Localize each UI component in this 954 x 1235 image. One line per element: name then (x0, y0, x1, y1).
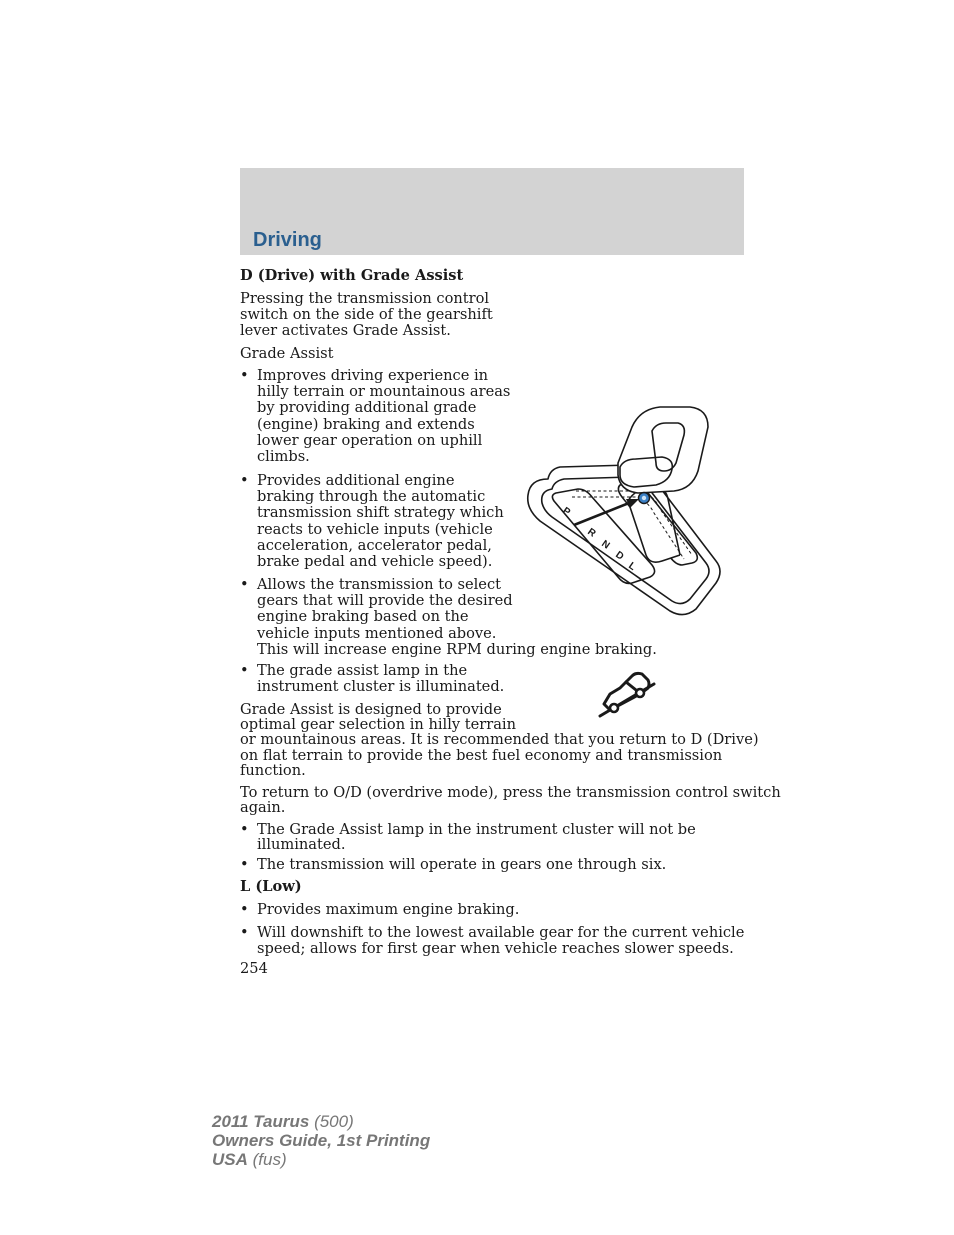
gear-label-l: L (626, 560, 638, 573)
bullet-marker: • (240, 901, 249, 918)
footer-line-2 (212, 1131, 430, 1150)
footer-model: 2011 Taurus (212, 1112, 310, 1131)
bullet-marker: • (240, 821, 249, 838)
bullet-marker: • (240, 662, 249, 679)
gear-label-r: R (585, 526, 598, 540)
bullet-marker: • (240, 576, 249, 593)
low-heading: L (Low) (240, 878, 302, 895)
grade-assist-bullet: Allows the transmission to select gears that will provide the desired engine braking based on the vehicle inputs mentioned above. This will increase engine RPM during engine braking. (257, 576, 657, 658)
grade-assist-lead: Grade Assist (240, 345, 334, 362)
bullet-marker: • (240, 924, 249, 941)
return-bullet: The transmission will operate in gears one through six. (257, 856, 667, 873)
return-note: To return to O/D (overdrive mode), press the transmission control switch again. (240, 784, 781, 817)
gear-label-n: N (599, 538, 612, 552)
gear-label-d: D (613, 549, 626, 563)
footer-line-3 (212, 1150, 430, 1169)
footer-market: USA (212, 1150, 248, 1169)
footer-edition: Owners Guide, 1st Printing (212, 1131, 431, 1150)
drive-heading: D (Drive) with Grade Assist (240, 267, 464, 284)
grade-assist-bullet: The grade assist lamp in the instrument cluster is illuminated. (257, 662, 505, 696)
design-note: Grade Assist is designed to provide optimal gear selection in hilly terrain or mountainous areas. It is recommended that you return to D (Drive) on flat terrain to provide the best fuel economy and transmission function. (240, 701, 759, 779)
bullet-marker: • (240, 472, 249, 489)
grade-assist-lamp-icon (596, 668, 658, 720)
drive-intro: Pressing the transmission control switch on the side of the gearshift lever activates Grade Assist. (240, 290, 493, 340)
return-bullet: The Grade Assist lamp in the instrument cluster will not be illuminated. (257, 821, 696, 854)
gearshift-illustration (520, 405, 730, 620)
gear-label-p: P (560, 505, 573, 519)
grade-assist-bullet: Provides additional engine braking through the automatic transmission shift strategy which reacts to vehicle inputs (vehicle acceleration, accelerator pedal, brake pedal and vehicle speed). (257, 472, 504, 571)
low-bullet: Will downshift to the lowest available gear for the current vehicle speed; allows for first gear when vehicle reaches slower speeds. (257, 924, 745, 958)
footer-model-code: (500) (314, 1112, 354, 1131)
bullet-marker: • (240, 367, 249, 384)
low-bullet: Provides maximum engine braking. (257, 901, 520, 918)
footer-market-code: (fus) (252, 1150, 287, 1169)
section-title: Driving (253, 229, 322, 251)
grade-assist-bullet: Improves driving experience in hilly terrain or mountainous areas by providing additional grade (engine) braking and extends lower gear operation on uphill climbs. (257, 367, 511, 466)
bullet-marker: • (240, 856, 249, 873)
footer-line-1 (212, 1112, 430, 1131)
page-number: 254 (240, 960, 268, 977)
document-footer (212, 1112, 430, 1169)
